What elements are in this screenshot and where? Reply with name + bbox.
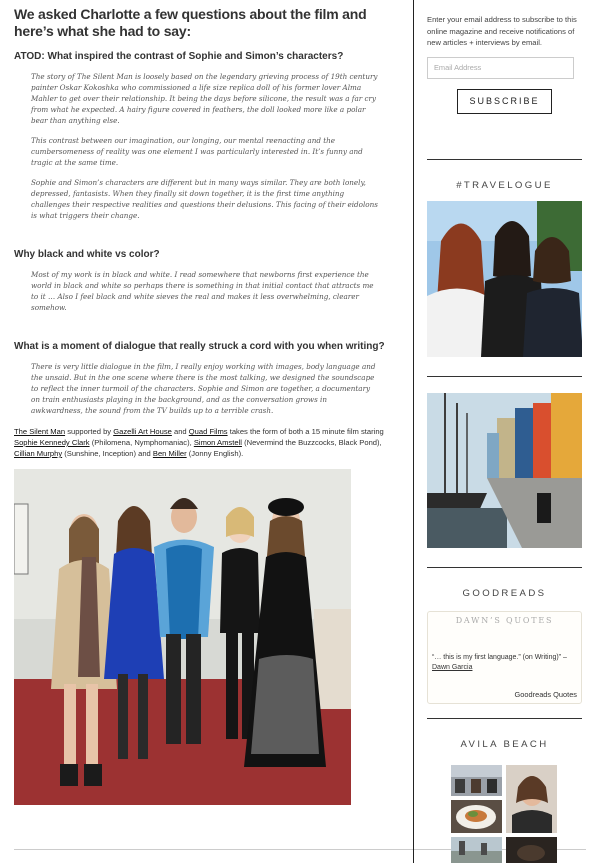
actor-link[interactable]: Ben Miller (152, 449, 187, 458)
thumb-illustration (506, 837, 557, 863)
travelogue-photo-friends[interactable] (427, 201, 582, 357)
sidebar-divider-line (427, 159, 582, 160)
avila-thumb-beach[interactable] (451, 837, 502, 863)
sidebar-divider (413, 0, 414, 863)
travelogue-heading: #TRAVELOGUE (456, 180, 553, 191)
thumb-illustration (451, 800, 502, 833)
answer-black-white (14, 269, 394, 313)
film-credits (14, 426, 394, 459)
quote-text (428, 653, 581, 673)
question-black-white: Why black and white vs color? (14, 249, 160, 260)
answer-paragraph: There is very little dialogue in the film, I really enjoy working with images, body language and the unsaid. But in the one scene where there is the most talking, we designed the soundscape to reflect the inner turmoil of the characters. Sophie and Simon are together, a documentary on train enthusiasts playing in the background, and as the conversation grows in awkwardness, the sound from the TV builds up to a terrible crash. (31, 362, 376, 415)
sidebar-divider-line (427, 567, 582, 568)
film-link[interactable]: The Silent Man (14, 427, 66, 436)
subscribe-button[interactable]: SUBSCRIBE (457, 89, 552, 114)
sidebar-subscribe (427, 0, 582, 114)
credits-text: (Sunshine, Inception) and (62, 449, 153, 458)
credits-text: takes the form of both a 15 minute film staring (227, 427, 384, 436)
credits-text: and (171, 427, 189, 436)
actor-link[interactable]: Cillian Murphy (14, 449, 63, 458)
answer-dialogue (14, 361, 394, 416)
avila-thumb-portrait[interactable] (506, 765, 557, 833)
credits-text: (Philomena, Nymphomaniac), (89, 438, 194, 447)
thumb-illustration (451, 837, 502, 863)
actor-link[interactable]: Sophie Kennedy Clark (14, 438, 90, 447)
sidebar-divider-line (427, 718, 582, 719)
question-inspiration: ATOD: What inspired the contrast of Sophie and Simon’s characters? (14, 51, 344, 62)
answer-paragraph: The story of The Silent Man is loosely based on the legendary grieving process of 19th century painter Oskar Kokoshka who commissioned a life size replica doll of his former lover Alma Mahler to get over their relationship. It being the days before silicone, the result was a far cry from what he expected. A hairy figure covered in feathers, the doll looked more like a polar bear than anything else. (31, 72, 378, 125)
sidebar-divider-line (427, 376, 582, 377)
credits-text: supported by (65, 427, 114, 436)
thumb-illustration (506, 765, 557, 833)
answer-paragraph: Most of my work is in black and white. I read somewhere that newborns first experience the world in black and white so perhaps there is something in that initial contact that attracts me to it … Also I feel black and white sieves the real and makes it less overwhelming, clearer somehow. (31, 270, 374, 312)
harbor-photo-illustration (427, 393, 582, 548)
actor-link[interactable]: Simon Amstell (193, 438, 242, 447)
thumb-illustration (451, 765, 502, 796)
credits-text: (Jonny English). (186, 449, 244, 458)
sponsor-link[interactable]: Gazelli Art House (113, 427, 172, 436)
avila-thumb-dark[interactable] (506, 837, 557, 863)
goodreads-quotes-link[interactable]: Goodreads Quotes (514, 690, 577, 699)
cast-photo-illustration (14, 469, 351, 805)
question-dialogue: What is a moment of dialogue that really struck a cord with you when writing? (14, 341, 385, 352)
avila-thumb-food[interactable] (451, 800, 502, 833)
quote-author-link[interactable]: Dawn Garcia (432, 664, 473, 671)
answer-paragraph: Sophie and Simon’s characters are different but in many ways similar. They are both lonely, depressed, fantasists. When they finally sit down together, it is the first time anything challenges their respective realities and questions their delusions. This facing of their eidolons is what triggers their change. (31, 178, 378, 220)
answer-inspiration (14, 71, 394, 221)
sponsor-link[interactable]: Quad Films (188, 427, 228, 436)
avila-thumb-restaurant[interactable] (451, 765, 502, 796)
cast-photo (14, 469, 351, 805)
quotes-title: DAWN’S QUOTES (455, 616, 554, 625)
goodreads-quotes-widget (427, 611, 582, 704)
quote-body: “… this is my first language.” (on Writing)” – (432, 654, 567, 661)
article-intro: We asked Charlotte a few questions about the film and here’s what she had to say: (14, 6, 367, 39)
avila-beach-heading: AVILA BEACH (460, 739, 549, 750)
answer-paragraph: This contrast between our imagination, our longing, our mental reenacting and the cumbersomeness of reality was one element I was particularly interested in. It’s funny and tragic at the same time. (31, 136, 363, 167)
travelogue-photo-harbor[interactable] (427, 393, 582, 548)
friends-photo-illustration (427, 201, 582, 357)
email-input[interactable]: Email Address (427, 57, 574, 79)
goodreads-heading: GOODREADS (462, 588, 547, 599)
subscribe-text: Enter your email address to subscribe to this online magazine and receive notifications of new articles + interviews by email. (427, 15, 577, 47)
credits-text: (Nevermind the Buzzcocks, Black Pond), (241, 438, 382, 447)
